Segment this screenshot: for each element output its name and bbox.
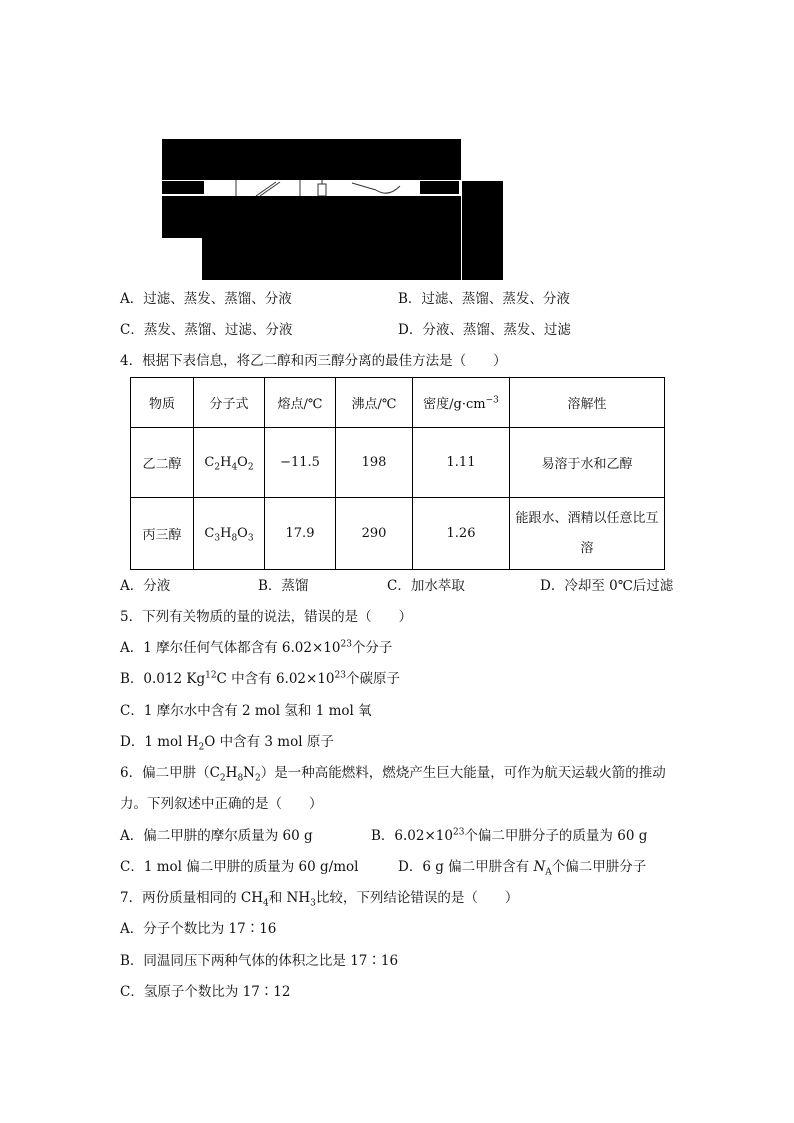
table-header-row: [131, 378, 665, 428]
header-density: 密度$/g\cdot cm^{-3}$: [413, 378, 510, 428]
figure-redaction-top: [162, 139, 461, 180]
q6-stem-line-2: 力。下列叙述中正确的是（ ）: [120, 796, 323, 812]
q4-option-c: C．加水萃取: [387, 578, 465, 594]
q6-option-b: B．$6.02\times 10^{23}$个偏二甲肼分子的质量为 60 g: [371, 827, 648, 844]
table-row: [131, 498, 665, 570]
q4-stem: 4．根据下表信息，将乙二醇和丙三醇分离的最佳方法是（ ）: [120, 353, 507, 369]
q5-option-a: A．1 摩尔任何气体都含有 $6.02\times 10^{23}$个分子: [120, 639, 393, 656]
cell-melting-point: 17.9: [265, 498, 336, 570]
header-melting-point: 熔点/℃: [265, 378, 336, 428]
figure-redaction-middle: [162, 196, 461, 238]
q7-option-a: A．分子个数比为 17∶16: [120, 921, 277, 937]
q6-option-d: D．6 g 偏二甲肼含有 $N_A$个偏二甲肼分子: [398, 859, 647, 878]
cell-density: 1.26: [413, 498, 510, 570]
q6-option-a: A．偏二甲肼的摩尔质量为 60 g: [120, 828, 313, 844]
apparatus-figure: [160, 139, 505, 281]
cell-name: 丙三醇: [131, 498, 194, 570]
q5-option-b: B．0.012 Kg$^{12}$C 中含有 $6.02\times 10^{23}$个碳原子: [120, 670, 400, 687]
cell-formula: $C_3H_8O_3$: [194, 498, 265, 570]
cell-boiling-point: 198: [336, 428, 413, 498]
cell-density: 1.11: [413, 428, 510, 498]
cell-boiling-point: 290: [336, 498, 413, 570]
q5-stem: 5．下列有关物质的量的说法，错误的是（ ）: [120, 609, 413, 625]
q4-option-b: B．蒸馏: [258, 578, 309, 594]
figure-redaction-right-tab: [420, 181, 459, 194]
table-row: [131, 428, 665, 498]
q6-stem: 6．偏二甲肼$(C_2H_8N_2)$是一种高能燃料，燃烧产生巨大能量，可作为航天运载火箭的推动: [120, 765, 666, 784]
header-formula: 分子式: [194, 378, 265, 428]
q3-option-a: A．过滤、蒸发、蒸馏、分液: [120, 291, 292, 307]
cell-name: 乙二醇: [131, 428, 194, 498]
cell-solubility: [510, 498, 665, 570]
header-boiling-point: 沸点/℃: [336, 378, 413, 428]
solubility-line-2: 溶: [580, 540, 594, 556]
q4-option-a: A．分液: [120, 578, 171, 594]
header-substance: 物质: [131, 378, 194, 428]
figure-redaction-left-tab: [162, 181, 204, 194]
q3-option-b: B．过滤、蒸馏、蒸发、分液: [398, 291, 570, 307]
q3-option-c: C．蒸发、蒸馏、过滤、分液: [120, 322, 293, 338]
q5-option-d: D．1 mol $H_2O$ 中含有 3 mol 原子: [120, 734, 334, 753]
q4-option-d: D．冷却至 0℃后过滤: [540, 578, 674, 594]
properties-table: [130, 377, 665, 570]
solubility-line-1: 能跟水、酒精以任意比互: [515, 510, 659, 526]
figure-redaction-right: [462, 181, 503, 280]
cell-melting-point: −11.5: [265, 428, 336, 498]
q7-stem: 7．两份质量相同的 $CH_4$和 $NH_3$比较，下列结论错误的是（ ）: [120, 890, 519, 909]
q3-option-d: D．分液、蒸馏、蒸发、过滤: [398, 322, 571, 338]
q5-option-c: C．1 摩尔水中含有 2 mol 氢和 1 mol 氧: [120, 703, 372, 719]
q7-option-c: C．氢原子个数比为 17∶12: [120, 984, 291, 1000]
cell-solubility: 易溶于水和乙醇: [510, 428, 665, 498]
q7-option-b: B．同温同压下两种气体的体积之比是 17∶16: [120, 953, 399, 969]
cell-formula: $C_2H_4O_2$: [194, 428, 265, 498]
q6-option-c: C．1 mol 偏二甲肼的质量为 60 g/mol: [120, 859, 359, 875]
header-solubility: 溶解性: [510, 378, 665, 428]
figure-redaction-bottom: [202, 238, 461, 280]
